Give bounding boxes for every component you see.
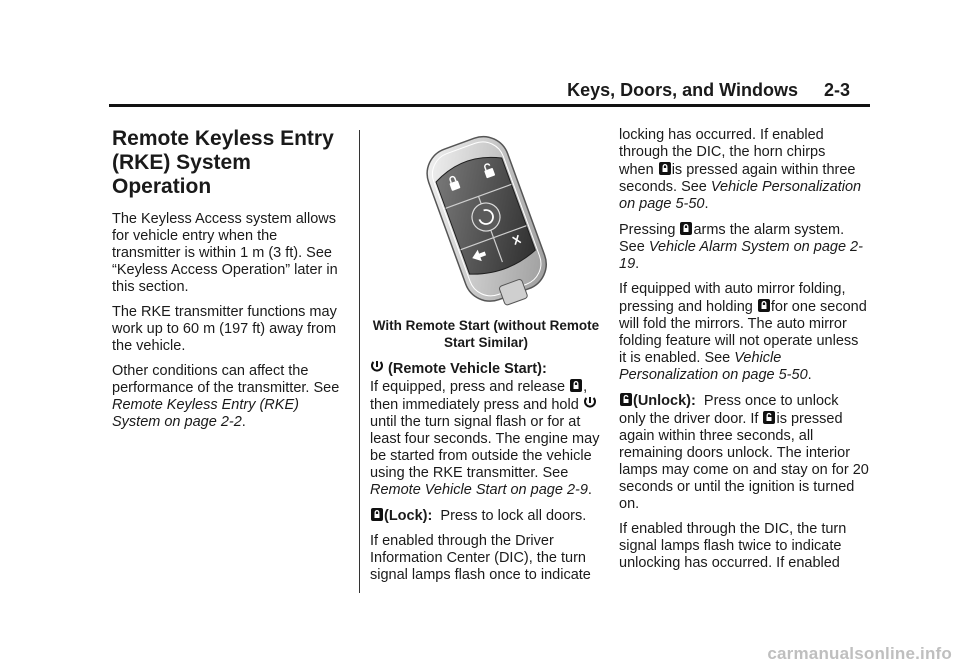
remote-start-icon [370,360,384,375]
remote-start-label: (Remote Vehicle Start): [388,361,547,377]
column-2 [370,127,602,592]
lock-label: (Lock): [384,508,433,524]
paragraph-range: The RKE transmitter functions may work up to 60 m (197 ft) away from the vehicle. [112,304,337,354]
column-3 [619,127,869,580]
column-divider [359,130,360,593]
cross-reference: Vehicle Personalization on page 5-50 [619,179,862,212]
lock-icon [679,221,693,236]
watermark: carmanualsonline.info [767,644,952,663]
paragraph-unlock: (Unlock): Press once to unlock only the driver door. If is pressed again within three seconds, all remaining doors unlock. The interior lamps may come on and stay on for 20 seconds or until the ignition is turned on. [619,393,869,512]
paragraph-remote-start: (Remote Vehicle Start): If equipped, press and release , then immediately press and hold until the turn signal flash or for at least four seconds. The engine may be started from outside the vehicle using the RKE transmitter. See Remote Vehicle Start on page 2-9. [370,361,600,498]
page-number: 2-3 [823,80,850,100]
unlock-icon [762,410,776,425]
unlock-icon [619,392,633,407]
lock-icon [569,378,583,393]
remote-start-icon [583,396,597,411]
header-rule [109,104,870,107]
key-fob-illustration [411,127,561,307]
lock-icon [757,298,771,313]
cross-reference: Remote Vehicle Start on page 2-9 [370,482,588,498]
paragraph-conditions: Other conditions can affect the performance of the transmitter. See Remote Keyless Entry (RKE) System on page 2-2. [112,363,340,430]
section-heading: Remote Keyless Entry (RKE) System Operation [112,127,334,198]
paragraph-keyless-access: The Keyless Access system allows for vehicle entry when the transmitter is within 1 m (3 ft). See “Keyless Access Operation” later in this section. [112,211,338,295]
paragraph-unlock-dic: If enabled through the DIC, the turn signal lamps flash twice to indicate unlocking has occurred. If enabled [619,521,847,571]
paragraph-horn-chirp: locking has occurred. If enabled through the DIC, the horn chirps when is pressed again within three seconds. See Vehicle Personalization on page 5-50. [619,127,862,212]
column-1 [112,127,344,439]
section-title: Keys, Doors, and Windows [567,80,798,100]
paragraph-mirror-folding: If equipped with auto mirror folding, pressing and holding for one second will fold the mirrors. The auto mirror folding feature will not operate unless it is enabled. See Vehicle Personalization on page 5-50. [619,281,867,383]
unlock-label: (Unlock): [633,393,696,409]
paragraph-lock-dic: If enabled through the Driver Information Center (DIC), the turn signal lamps flash once to indicate [370,533,591,583]
cross-reference: Vehicle Personalization on page 5-50 [619,350,808,383]
paragraph-alarm: Pressing arms the alarm system. See Vehicle Alarm System on page 2-19. [619,222,863,272]
lock-icon [658,161,672,176]
cross-reference: Vehicle Alarm System on page 2-19 [619,239,863,272]
lock-icon [370,507,384,522]
cross-reference: Remote Keyless Entry (RKE) System on page 2-2 [112,397,299,430]
figure-caption: With Remote Start (without Remote Start Similar) [372,318,600,350]
paragraph-lock: (Lock): Press to lock all doors. [370,507,602,525]
page-header [567,80,850,101]
